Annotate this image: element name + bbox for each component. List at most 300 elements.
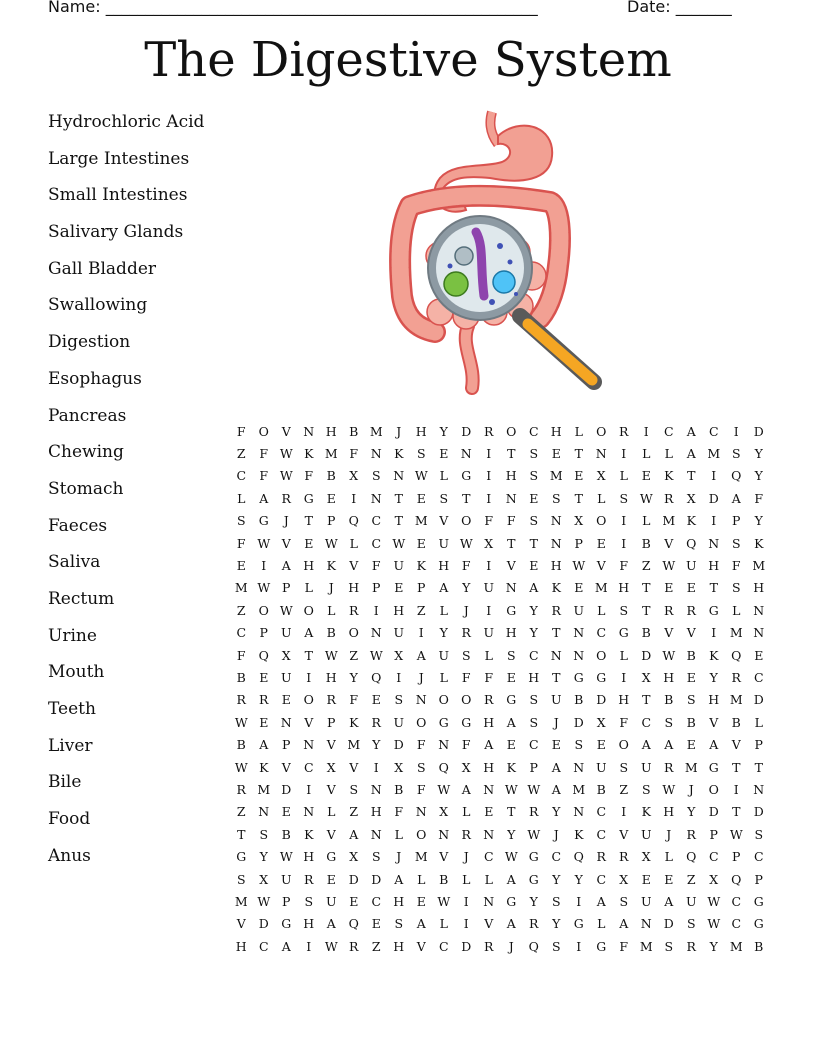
grid-letter[interactable]: L bbox=[754, 714, 763, 730]
grid-letter[interactable]: Y bbox=[574, 871, 583, 887]
grid-letter[interactable]: H bbox=[550, 558, 562, 574]
grid-letter[interactable]: K bbox=[326, 558, 336, 574]
grid-letter[interactable]: H bbox=[348, 580, 360, 596]
grid-letter[interactable]: S bbox=[461, 647, 471, 663]
grid-letter[interactable]: Z bbox=[236, 602, 246, 618]
grid-letter[interactable]: X bbox=[484, 535, 494, 551]
grid-letter[interactable]: T bbox=[394, 490, 403, 506]
grid-letter[interactable]: V bbox=[439, 849, 449, 865]
grid-letter[interactable]: U bbox=[280, 669, 292, 685]
grid-letter[interactable]: M bbox=[752, 558, 766, 574]
grid-letter[interactable]: V bbox=[349, 558, 359, 574]
grid-letter[interactable]: V bbox=[439, 513, 449, 529]
grid-letter[interactable]: K bbox=[686, 513, 696, 529]
grid-letter[interactable]: Q bbox=[438, 759, 449, 775]
grid-letter[interactable]: C bbox=[528, 737, 539, 753]
grid-letter[interactable]: A bbox=[439, 580, 449, 596]
grid-letter[interactable]: C bbox=[258, 938, 269, 954]
grid-letter[interactable]: E bbox=[551, 737, 561, 753]
grid-letter[interactable]: H bbox=[505, 625, 517, 641]
grid-letter[interactable]: V bbox=[416, 938, 426, 954]
grid-letter[interactable]: W bbox=[279, 602, 293, 618]
grid-letter[interactable]: F bbox=[394, 804, 404, 820]
grid-letter[interactable]: J bbox=[463, 849, 469, 865]
grid-letter[interactable]: X bbox=[641, 849, 651, 865]
grid-letter[interactable]: B bbox=[686, 714, 696, 730]
grid-letter[interactable]: E bbox=[326, 871, 336, 887]
grid-letter[interactable]: D bbox=[753, 423, 764, 439]
grid-letter[interactable]: S bbox=[259, 826, 269, 842]
grid-letter[interactable]: U bbox=[483, 580, 495, 596]
grid-letter[interactable]: P bbox=[754, 737, 763, 753]
grid-letter[interactable]: S bbox=[304, 893, 314, 909]
grid-letter[interactable]: Z bbox=[641, 558, 651, 574]
grid-letter[interactable]: M bbox=[594, 580, 608, 596]
grid-letter[interactable]: T bbox=[732, 804, 741, 820]
grid-letter[interactable]: S bbox=[664, 714, 674, 730]
grid-letter[interactable]: E bbox=[529, 490, 539, 506]
grid-letter[interactable]: G bbox=[708, 759, 719, 775]
grid-letter[interactable]: H bbox=[663, 804, 675, 820]
grid-letter[interactable]: C bbox=[753, 849, 764, 865]
grid-letter[interactable]: P bbox=[372, 580, 381, 596]
grid-letter[interactable]: R bbox=[484, 938, 494, 954]
grid-letter[interactable]: M bbox=[707, 446, 721, 462]
grid-letter[interactable]: V bbox=[664, 625, 674, 641]
grid-letter[interactable]: N bbox=[370, 625, 382, 641]
grid-letter[interactable]: I bbox=[306, 781, 312, 797]
grid-letter[interactable]: W bbox=[392, 535, 406, 551]
grid-letter[interactable]: T bbox=[507, 804, 516, 820]
grid-letter[interactable]: I bbox=[621, 513, 627, 529]
grid-letter[interactable]: R bbox=[281, 490, 291, 506]
grid-letter[interactable]: S bbox=[619, 893, 629, 909]
grid-letter[interactable]: S bbox=[731, 580, 741, 596]
grid-letter[interactable]: A bbox=[596, 893, 606, 909]
grid-letter[interactable]: Y bbox=[754, 468, 763, 484]
grid-letter[interactable]: C bbox=[551, 849, 562, 865]
grid-letter[interactable]: L bbox=[484, 647, 493, 663]
grid-letter[interactable]: B bbox=[394, 781, 404, 797]
grid-letter[interactable]: S bbox=[574, 737, 584, 753]
grid-letter[interactable]: F bbox=[304, 468, 314, 484]
grid-letter[interactable]: E bbox=[574, 580, 584, 596]
grid-letter[interactable]: F bbox=[416, 781, 426, 797]
grid-letter[interactable]: G bbox=[596, 669, 607, 685]
grid-letter[interactable]: O bbox=[303, 692, 314, 708]
grid-letter[interactable]: R bbox=[664, 490, 674, 506]
grid-letter[interactable]: I bbox=[621, 804, 627, 820]
grid-letter[interactable]: W bbox=[279, 849, 293, 865]
grid-letter[interactable]: K bbox=[349, 714, 359, 730]
grid-letter[interactable]: N bbox=[303, 423, 315, 439]
grid-letter[interactable]: F bbox=[461, 558, 471, 574]
grid-letter[interactable]: O bbox=[258, 423, 269, 439]
grid-letter[interactable]: A bbox=[394, 871, 404, 887]
grid-letter[interactable]: A bbox=[529, 580, 539, 596]
grid-letter[interactable]: U bbox=[393, 558, 405, 574]
grid-letter[interactable]: H bbox=[393, 602, 405, 618]
grid-letter[interactable]: G bbox=[708, 602, 719, 618]
grid-letter[interactable]: W bbox=[257, 580, 271, 596]
grid-letter[interactable]: L bbox=[619, 468, 628, 484]
grid-letter[interactable]: E bbox=[371, 692, 381, 708]
grid-letter[interactable]: M bbox=[414, 513, 428, 529]
grid-letter[interactable]: F bbox=[461, 737, 471, 753]
grid-letter[interactable]: G bbox=[326, 849, 337, 865]
grid-letter[interactable]: T bbox=[529, 535, 538, 551]
grid-letter[interactable]: R bbox=[664, 759, 674, 775]
grid-letter[interactable]: Y bbox=[529, 893, 538, 909]
grid-letter[interactable]: M bbox=[549, 468, 563, 484]
grid-letter[interactable]: H bbox=[325, 669, 337, 685]
grid-letter[interactable]: F bbox=[461, 669, 471, 685]
grid-letter[interactable]: E bbox=[574, 468, 584, 484]
grid-letter[interactable]: J bbox=[328, 580, 334, 596]
grid-letter[interactable]: R bbox=[484, 692, 494, 708]
grid-letter[interactable]: N bbox=[550, 647, 562, 663]
grid-letter[interactable]: U bbox=[550, 692, 562, 708]
grid-letter[interactable]: Z bbox=[236, 804, 246, 820]
grid-letter[interactable]: C bbox=[731, 893, 742, 909]
grid-letter[interactable]: N bbox=[415, 692, 427, 708]
grid-letter[interactable]: V bbox=[506, 558, 516, 574]
grid-letter[interactable]: O bbox=[438, 692, 449, 708]
grid-letter[interactable]: K bbox=[709, 647, 719, 663]
grid-letter[interactable]: R bbox=[551, 602, 561, 618]
grid-letter[interactable]: U bbox=[325, 893, 337, 909]
grid-letter[interactable]: S bbox=[529, 692, 539, 708]
grid-letter[interactable]: G bbox=[753, 916, 764, 932]
grid-letter[interactable]: V bbox=[236, 916, 246, 932]
grid-letter[interactable]: J bbox=[463, 602, 469, 618]
grid-letter[interactable]: P bbox=[529, 759, 538, 775]
grid-letter[interactable]: E bbox=[281, 804, 291, 820]
grid-letter[interactable]: T bbox=[304, 513, 313, 529]
grid-letter[interactable]: L bbox=[619, 647, 628, 663]
grid-letter[interactable]: Y bbox=[709, 669, 718, 685]
grid-letter[interactable]: I bbox=[711, 513, 717, 529]
grid-letter[interactable]: E bbox=[259, 669, 269, 685]
grid-letter[interactable]: U bbox=[280, 625, 292, 641]
grid-letter[interactable]: W bbox=[369, 647, 383, 663]
grid-letter[interactable]: I bbox=[711, 468, 717, 484]
grid-letter[interactable]: W bbox=[707, 916, 721, 932]
grid-letter[interactable]: S bbox=[619, 759, 629, 775]
grid-letter[interactable]: S bbox=[394, 692, 404, 708]
grid-letter[interactable]: L bbox=[462, 871, 471, 887]
grid-letter[interactable]: S bbox=[686, 692, 696, 708]
grid-letter[interactable]: U bbox=[438, 535, 450, 551]
grid-letter[interactable]: Q bbox=[348, 513, 359, 529]
grid-letter[interactable]: A bbox=[506, 916, 516, 932]
grid-letter[interactable]: S bbox=[551, 893, 561, 909]
grid-letter[interactable]: I bbox=[486, 558, 492, 574]
grid-letter[interactable]: R bbox=[596, 849, 606, 865]
grid-letter[interactable]: L bbox=[664, 446, 673, 462]
grid-letter[interactable]: Z bbox=[349, 804, 359, 820]
grid-letter[interactable]: N bbox=[573, 625, 585, 641]
grid-letter[interactable]: Y bbox=[754, 513, 763, 529]
grid-letter[interactable]: I bbox=[463, 893, 469, 909]
grid-letter[interactable]: I bbox=[351, 490, 357, 506]
grid-letter[interactable]: I bbox=[306, 938, 312, 954]
grid-letter[interactable]: I bbox=[711, 625, 717, 641]
grid-letter[interactable]: M bbox=[234, 580, 248, 596]
grid-letter[interactable]: N bbox=[460, 446, 472, 462]
grid-letter[interactable]: T bbox=[687, 468, 696, 484]
grid-letter[interactable]: G bbox=[461, 468, 472, 484]
grid-letter[interactable]: E bbox=[596, 737, 606, 753]
grid-letter[interactable]: A bbox=[281, 938, 291, 954]
grid-letter[interactable]: D bbox=[708, 804, 719, 820]
grid-letter[interactable]: W bbox=[257, 535, 271, 551]
grid-letter[interactable]: M bbox=[729, 692, 743, 708]
grid-letter[interactable]: W bbox=[527, 781, 541, 797]
grid-letter[interactable]: I bbox=[486, 446, 492, 462]
grid-letter[interactable]: B bbox=[281, 826, 291, 842]
grid-letter[interactable]: W bbox=[639, 490, 653, 506]
grid-letter[interactable]: B bbox=[596, 781, 606, 797]
grid-letter[interactable]: W bbox=[662, 781, 676, 797]
grid-letter[interactable]: R bbox=[236, 781, 246, 797]
grid-letter[interactable]: Z bbox=[416, 602, 426, 618]
grid-letter[interactable]: T bbox=[462, 490, 471, 506]
grid-letter[interactable]: I bbox=[576, 938, 582, 954]
grid-letter[interactable]: L bbox=[732, 602, 741, 618]
grid-letter[interactable]: V bbox=[709, 714, 719, 730]
grid-letter[interactable]: N bbox=[370, 781, 382, 797]
grid-letter[interactable]: Y bbox=[709, 938, 718, 954]
grid-letter[interactable]: D bbox=[753, 804, 764, 820]
grid-letter[interactable]: D bbox=[258, 916, 269, 932]
grid-letter[interactable]: U bbox=[640, 893, 652, 909]
grid-letter[interactable]: J bbox=[283, 513, 289, 529]
grid-letter[interactable]: U bbox=[685, 893, 697, 909]
grid-letter[interactable]: T bbox=[642, 602, 651, 618]
grid-letter[interactable]: L bbox=[664, 849, 673, 865]
grid-letter[interactable]: X bbox=[281, 647, 291, 663]
grid-letter[interactable]: E bbox=[484, 804, 494, 820]
grid-letter[interactable]: H bbox=[303, 916, 315, 932]
grid-letter[interactable]: Y bbox=[687, 804, 696, 820]
grid-letter[interactable]: N bbox=[595, 446, 607, 462]
grid-letter[interactable]: V bbox=[326, 781, 336, 797]
grid-letter[interactable]: S bbox=[619, 602, 629, 618]
grid-letter[interactable]: P bbox=[327, 714, 336, 730]
grid-letter[interactable]: E bbox=[686, 580, 696, 596]
grid-letter[interactable]: W bbox=[504, 849, 518, 865]
grid-letter[interactable]: K bbox=[664, 468, 674, 484]
grid-letter[interactable]: D bbox=[573, 714, 584, 730]
grid-letter[interactable]: R bbox=[529, 804, 539, 820]
grid-letter[interactable]: G bbox=[528, 849, 539, 865]
grid-letter[interactable]: D bbox=[393, 737, 404, 753]
grid-letter[interactable]: A bbox=[506, 871, 516, 887]
grid-letter[interactable]: Q bbox=[686, 535, 697, 551]
grid-letter[interactable]: L bbox=[439, 916, 448, 932]
grid-letter[interactable]: N bbox=[753, 602, 765, 618]
grid-letter[interactable]: R bbox=[304, 871, 314, 887]
grid-letter[interactable]: Y bbox=[529, 602, 538, 618]
grid-letter[interactable]: Y bbox=[507, 826, 516, 842]
grid-letter[interactable]: F bbox=[416, 737, 426, 753]
grid-letter[interactable]: W bbox=[572, 558, 586, 574]
grid-letter[interactable]: H bbox=[505, 468, 517, 484]
grid-letter[interactable]: J bbox=[553, 826, 559, 842]
grid-letter[interactable]: I bbox=[621, 669, 627, 685]
grid-letter[interactable]: X bbox=[439, 804, 449, 820]
grid-letter[interactable]: E bbox=[506, 737, 516, 753]
grid-letter[interactable]: S bbox=[731, 446, 741, 462]
grid-letter[interactable]: L bbox=[349, 535, 358, 551]
grid-letter[interactable]: E bbox=[326, 490, 336, 506]
grid-letter[interactable]: Y bbox=[349, 669, 358, 685]
grid-letter[interactable]: F bbox=[619, 558, 629, 574]
grid-letter[interactable]: A bbox=[709, 737, 719, 753]
grid-letter[interactable]: V bbox=[484, 916, 494, 932]
grid-letter[interactable]: S bbox=[394, 916, 404, 932]
grid-letter[interactable]: E bbox=[281, 692, 291, 708]
grid-letter[interactable]: D bbox=[281, 781, 292, 797]
grid-letter[interactable]: T bbox=[237, 826, 246, 842]
grid-letter[interactable]: G bbox=[281, 916, 292, 932]
grid-letter[interactable]: X bbox=[641, 669, 651, 685]
grid-letter[interactable]: L bbox=[462, 804, 471, 820]
grid-letter[interactable]: K bbox=[754, 535, 764, 551]
grid-letter[interactable]: H bbox=[528, 669, 540, 685]
grid-letter[interactable]: T bbox=[552, 625, 561, 641]
grid-letter[interactable]: C bbox=[731, 916, 742, 932]
grid-letter[interactable]: K bbox=[304, 446, 314, 462]
grid-letter[interactable]: W bbox=[279, 468, 293, 484]
grid-letter[interactable]: A bbox=[731, 490, 741, 506]
grid-letter[interactable]: T bbox=[574, 446, 583, 462]
grid-letter[interactable]: I bbox=[643, 423, 649, 439]
grid-letter[interactable]: C bbox=[371, 513, 382, 529]
grid-letter[interactable]: G bbox=[573, 669, 584, 685]
grid-letter[interactable]: J bbox=[418, 669, 424, 685]
grid-letter[interactable]: V bbox=[281, 423, 291, 439]
grid-letter[interactable]: N bbox=[393, 468, 405, 484]
grid-letter[interactable]: M bbox=[572, 781, 586, 797]
grid-letter[interactable]: U bbox=[573, 602, 585, 618]
grid-letter[interactable]: J bbox=[553, 714, 559, 730]
grid-letter[interactable]: N bbox=[573, 804, 585, 820]
grid-letter[interactable]: W bbox=[437, 781, 451, 797]
grid-letter[interactable]: L bbox=[327, 804, 336, 820]
grid-letter[interactable]: A bbox=[349, 826, 359, 842]
grid-letter[interactable]: O bbox=[303, 602, 314, 618]
grid-letter[interactable]: S bbox=[506, 647, 516, 663]
grid-letter[interactable]: F bbox=[236, 535, 246, 551]
grid-letter[interactable]: M bbox=[414, 849, 428, 865]
grid-letter[interactable]: S bbox=[529, 468, 539, 484]
grid-letter[interactable]: I bbox=[486, 602, 492, 618]
grid-letter[interactable]: I bbox=[486, 468, 492, 484]
grid-letter[interactable]: Q bbox=[371, 669, 382, 685]
grid-letter[interactable]: W bbox=[257, 893, 271, 909]
grid-letter[interactable]: R bbox=[731, 669, 741, 685]
grid-letter[interactable]: P bbox=[732, 849, 741, 865]
grid-letter[interactable]: L bbox=[417, 871, 426, 887]
grid-letter[interactable]: I bbox=[261, 558, 267, 574]
grid-letter[interactable]: V bbox=[326, 737, 336, 753]
grid-letter[interactable]: L bbox=[327, 602, 336, 618]
grid-letter[interactable]: Q bbox=[528, 938, 539, 954]
grid-letter[interactable]: B bbox=[731, 714, 741, 730]
grid-letter[interactable]: H bbox=[393, 893, 405, 909]
grid-letter[interactable]: H bbox=[483, 714, 495, 730]
grid-letter[interactable]: H bbox=[370, 804, 382, 820]
grid-letter[interactable]: N bbox=[280, 714, 292, 730]
grid-letter[interactable]: N bbox=[438, 737, 450, 753]
grid-letter[interactable]: E bbox=[349, 893, 359, 909]
grid-letter[interactable]: W bbox=[662, 647, 676, 663]
grid-letter[interactable]: B bbox=[236, 669, 246, 685]
grid-letter[interactable]: R bbox=[349, 602, 359, 618]
name-blank[interactable]: ______________________________________________________ bbox=[105, 0, 538, 16]
grid-letter[interactable]: V bbox=[281, 759, 291, 775]
grid-letter[interactable]: O bbox=[461, 513, 472, 529]
grid-letter[interactable]: P bbox=[282, 893, 291, 909]
grid-letter[interactable]: R bbox=[349, 938, 359, 954]
grid-letter[interactable]: Z bbox=[349, 647, 359, 663]
grid-letter[interactable]: G bbox=[506, 893, 517, 909]
grid-letter[interactable]: L bbox=[574, 423, 583, 439]
grid-letter[interactable]: T bbox=[642, 692, 651, 708]
grid-letter[interactable]: S bbox=[754, 826, 764, 842]
grid-letter[interactable]: E bbox=[664, 580, 674, 596]
grid-letter[interactable]: G bbox=[258, 513, 269, 529]
grid-letter[interactable]: R bbox=[461, 625, 471, 641]
grid-letter[interactable]: E bbox=[754, 647, 764, 663]
grid-letter[interactable]: T bbox=[732, 759, 741, 775]
grid-letter[interactable]: Q bbox=[731, 871, 742, 887]
grid-letter[interactable]: C bbox=[641, 714, 652, 730]
grid-letter[interactable]: H bbox=[708, 558, 720, 574]
grid-letter[interactable]: H bbox=[618, 580, 630, 596]
grid-letter[interactable]: N bbox=[550, 513, 562, 529]
grid-letter[interactable]: V bbox=[326, 826, 336, 842]
grid-letter[interactable]: M bbox=[324, 446, 338, 462]
grid-letter[interactable]: L bbox=[394, 826, 403, 842]
grid-letter[interactable]: B bbox=[686, 647, 696, 663]
grid-letter[interactable]: Y bbox=[552, 871, 561, 887]
grid-letter[interactable]: I bbox=[621, 535, 627, 551]
grid-letter[interactable]: N bbox=[753, 781, 765, 797]
grid-letter[interactable]: Y bbox=[754, 446, 763, 462]
grid-letter[interactable]: C bbox=[483, 849, 494, 865]
grid-letter[interactable]: A bbox=[506, 714, 516, 730]
grid-letter[interactable]: E bbox=[304, 535, 314, 551]
grid-letter[interactable]: O bbox=[461, 692, 472, 708]
grid-letter[interactable]: M bbox=[684, 759, 698, 775]
grid-letter[interactable]: W bbox=[324, 647, 338, 663]
grid-letter[interactable]: G bbox=[528, 871, 539, 887]
grid-letter[interactable]: F bbox=[259, 468, 269, 484]
grid-letter[interactable]: U bbox=[640, 826, 652, 842]
grid-letter[interactable]: H bbox=[483, 759, 495, 775]
grid-letter[interactable]: R bbox=[484, 423, 494, 439]
grid-letter[interactable]: A bbox=[326, 916, 336, 932]
grid-letter[interactable]: Q bbox=[731, 468, 742, 484]
grid-letter[interactable]: V bbox=[281, 535, 291, 551]
grid-letter[interactable]: N bbox=[370, 826, 382, 842]
grid-letter[interactable]: B bbox=[664, 692, 674, 708]
grid-letter[interactable]: G bbox=[506, 602, 517, 618]
grid-letter[interactable]: Y bbox=[439, 625, 448, 641]
